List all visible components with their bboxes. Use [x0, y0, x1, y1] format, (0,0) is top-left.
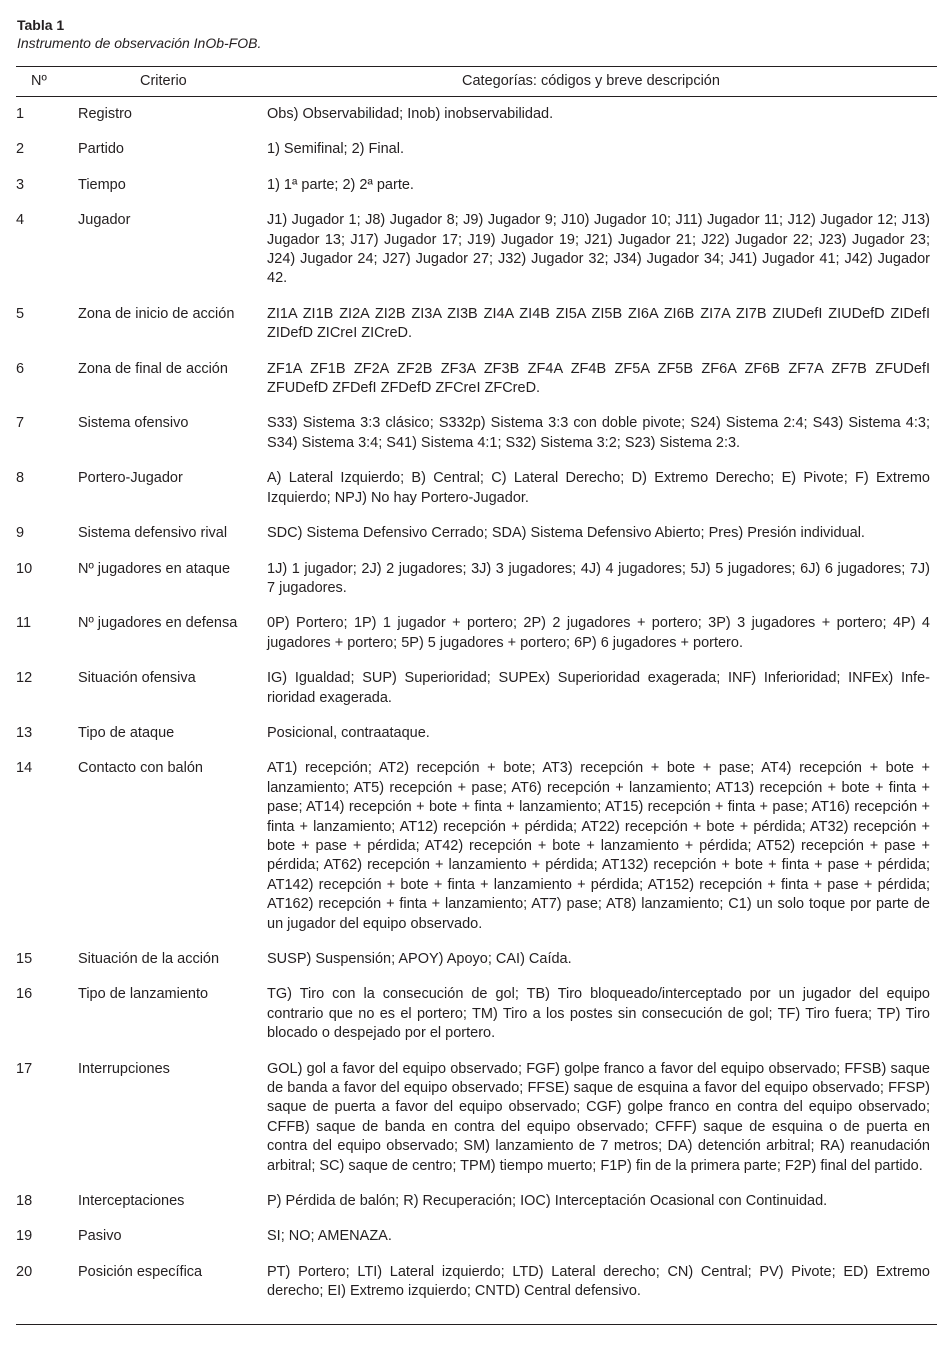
row-number: 2: [16, 141, 25, 158]
row-number: 18: [16, 1193, 33, 1210]
row-criterion: Interrupciones: [78, 1060, 170, 1077]
row-description: 1) 1ª parte; 2) 2ª parte.: [267, 176, 414, 193]
table-subtitle: Instrumento de observación InOb-FOB.: [17, 35, 262, 51]
row-description: A) Lateral Izquierdo; B) Central; C) Lateral Derecho; D) Extremo Derecho; E) Pivote; F) Extremo Izquierdo; NPJ) No hay Portero-Jugador.: [267, 470, 930, 506]
table-row: [16, 414, 930, 469]
row-number: 5: [16, 305, 25, 322]
row-description: ZI1A ZI1B ZI2A ZI2B ZI3A ZI3B ZI4A ZI4B ZI5A ZI5B ZI6A ZI6B ZI7A ZI7B ZIUDefI ZIUDefD ZIDefI ZIDefD ZICreI ZICreD.: [267, 305, 930, 342]
criteria-table: [16, 105, 930, 1318]
row-number: 20: [16, 1263, 33, 1280]
row-description: Posicional, contraataque.: [267, 724, 430, 741]
row-criterion: Nº jugadores en defensa: [78, 615, 238, 632]
bottom-rule: [16, 1324, 937, 1325]
table-caption: [17, 16, 261, 52]
row-description: 1J) 1 jugador; 2J) 2 jugadores; 3J) 3 jugadores; 4J) 4 jugadores; 5J) 5 jugadores; 6J) 6 jugadores; 7J) 7 jugadores.: [267, 560, 930, 596]
row-criterion: Zona de final de acción: [78, 360, 228, 377]
table-row: [16, 759, 930, 950]
row-criterion: Pasivo: [78, 1228, 122, 1245]
row-description: TG) Tiro con la consecución de gol; TB) Tiro bloqueado/interceptado por un jugador del equipo contrario que no es el portero; TM) Tiro a los postes sin consecución de gol; TF) Tiro fuera; TP) Tiro blocado o despejado por el portero.: [267, 986, 930, 1042]
header-criterion: Criterio: [140, 73, 187, 89]
table-title: Tabla 1: [17, 17, 65, 33]
row-criterion: Sistema defensivo rival: [78, 525, 228, 542]
row-criterion: Interceptaciones: [78, 1193, 185, 1210]
table-row: [16, 1060, 930, 1192]
row-criterion: Portero-Jugador: [78, 470, 183, 487]
row-criterion: Jugador: [78, 212, 131, 229]
row-number: 7: [16, 415, 25, 432]
row-number: 12: [16, 670, 33, 687]
row-number: 6: [16, 360, 25, 377]
row-number: 1: [16, 106, 25, 122]
table-row: [16, 985, 930, 1059]
table-row: [16, 140, 930, 175]
table-row: [16, 950, 930, 985]
row-description: J1) Jugador 1; J8) Jugador 8; J9) Jugador 9; J10) Jugador 10; J11) Jugador 11; J12) Jugador 12; J13) Jugador 13; J17) Jugador 17; J19) Jugador 19; J21) Jugador 21; J22) Jugador 22; J23) Jugador 23; J24) Jugador 24; J27) Jugador 27; J32) Jugador 32; J34) Jugador 34; J41) Jugador 41; J42) Jugador 42.: [267, 212, 930, 287]
row-number: 15: [16, 951, 33, 967]
row-number: 11: [16, 615, 32, 632]
row-number: 16: [16, 986, 33, 1003]
table-row: [16, 524, 930, 559]
table-row: [16, 669, 930, 724]
criteria-table-body: [16, 105, 930, 1318]
row-description: S33) Sistema 3:3 clásico; S332p) Sistema 3:3 con doble pivote; S24) Sistema 2:4; S43) Sistema 4:3; S34) Sistema 3:4; S41) Sistema 4:1; S32) Sistema 3:2; S23) Sistema 2:3.: [267, 415, 930, 451]
row-description: 1) Semifinal; 2) Final.: [267, 141, 404, 158]
row-number: 19: [16, 1228, 33, 1245]
row-description: SUSP) Suspensión; APOY) Apoyo; CAI) Caída.: [267, 951, 572, 967]
row-criterion: Posición específica: [78, 1263, 203, 1280]
row-criterion: Sistema ofensivo: [78, 415, 189, 432]
row-criterion: Nº jugadores en ataque: [78, 560, 231, 577]
row-criterion: Partido: [78, 141, 124, 158]
row-description: ZF1A ZF1B ZF2A ZF2B ZF3A ZF3B ZF4A ZF4B ZF5A ZF5B ZF6A ZF6B ZF7A ZF7B ZFUDefI ZFUDefD ZFDefI ZFDefD ZFCreI ZFCreD.: [267, 360, 930, 397]
row-number: 4: [16, 212, 25, 229]
table-row: [16, 211, 930, 305]
row-description: SDC) Sistema Defensivo Cerrado; SDA) Sistema Defensivo Abierto; Pres) Presión individual.: [267, 525, 865, 542]
row-criterion: Contacto con balón: [78, 760, 203, 777]
table-row: [16, 469, 930, 524]
row-number: 9: [16, 525, 25, 542]
row-description: AT1) recepción; AT2) recepción + bote; AT3) recepción + bote + pase; AT4) recepción + bote + lanzamiento; AT5) recepción + pase; AT6) recepción + lanzamiento; AT13) recepción + bote + finta + pase; AT14) recepción + bote + finta + lanzamiento; AT15) recepción + finta + pase; AT16) recepción + finta + lanzamiento; AT12) recepción + pérdida; AT22) recepción + bote + pérdida; AT32) recepción + bote + pase + pérdida; AT42) recepción + bote + lanzamiento + pérdida; AT52) recepción + pase + pérdida; AT62) recepción + lanzamiento + pérdida; AT132) recepción + bote + finta + pase + pérdida; AT142) recepción + bote + finta + lanzamiento + pérdida; AT152) recepción + finta + pase + pérdida; AT162) recepción + finta + lanzamiento; AT7) pase; AT8) lanzamiento; C1) un solo toque por parte de un jugador del equipo observado.: [267, 760, 930, 932]
row-description: 0P) Portero; 1P) 1 jugador + portero; 2P) 2 jugadores + portero; 3P) 3 jugadores + portero; 4P) 4 jugadores + portero; 5P) 5 jugadores + portero; 6P) 6 jugadores + portero.: [267, 615, 930, 651]
row-criterion: Tipo de ataque: [78, 724, 175, 741]
table-row: [16, 1227, 930, 1262]
row-criterion: Situación ofensiva: [78, 670, 196, 687]
row-description: IG) Igualdad; SUP) Superioridad; SUPEx) Superioridad exagerada; INF) Inferioridad; INFEx) Inferioridad exagerada.: [267, 670, 930, 706]
table-row: [16, 724, 930, 759]
row-criterion: Registro: [78, 106, 132, 122]
header-number: Nº: [31, 73, 47, 89]
table-row: [16, 1192, 930, 1227]
row-description: PT) Portero; LTI) Lateral izquierdo; LTD) Lateral derecho; CN) Central; PV) Pivote; ED) Extremo derecho; EI) Extremo izquierdo; CNTD) Central defensivo.: [267, 1263, 930, 1300]
header-rule: [16, 96, 937, 97]
row-number: 13: [16, 724, 33, 741]
row-description: P) Pérdida de balón; R) Recuperación; IOC) Interceptación Ocasional con Continuidad.: [267, 1193, 828, 1210]
row-description: SI; NO; AMENAZA.: [267, 1228, 392, 1245]
table-row: [16, 560, 930, 615]
row-number: 3: [16, 176, 25, 193]
row-criterion: Situación de la acción: [78, 951, 220, 967]
row-criterion: Zona de inicio de acción: [78, 305, 235, 322]
row-description: Obs) Observabilidad; Inob) inobservabilidad.: [267, 106, 554, 122]
table-row: [16, 176, 930, 211]
row-criterion: Tipo de lanzamiento: [78, 986, 209, 1003]
row-criterion: Tiempo: [78, 176, 126, 193]
row-number: 17: [16, 1060, 33, 1077]
row-number: 8: [16, 470, 25, 487]
row-number: 14: [16, 760, 33, 777]
table-row: [16, 105, 930, 140]
table-row: [16, 305, 930, 360]
table-row: [16, 1263, 930, 1318]
table-row: [16, 360, 930, 415]
row-description: GOL) gol a favor del equipo observado; FGF) golpe franco a favor del equipo observado; FFSB) saque de banda a favor del equipo observado; FFSE) saque de esquina a favor del equipo observado; FFSP) saque de puerta a favor del equipo observado; CGF) golpe franco en contra del equipo observado; CFFB) saque de banda en contra del equipo observado; CFFF) saque de esquina o de puerta en contra del equipo observado; SM) lanzamiento de 7 metros; DA) detención arbitral; RA) reanudación arbitral; SC) saque de centro; TPM) tiempo muerto; F1P) fin de la primera parte; F2P) final del partido.: [267, 1060, 930, 1174]
row-number: 10: [16, 560, 33, 577]
top-rule: [16, 66, 937, 67]
table-row: [16, 614, 930, 669]
header-categories: Categorías: códigos y breve descripción: [462, 73, 720, 89]
